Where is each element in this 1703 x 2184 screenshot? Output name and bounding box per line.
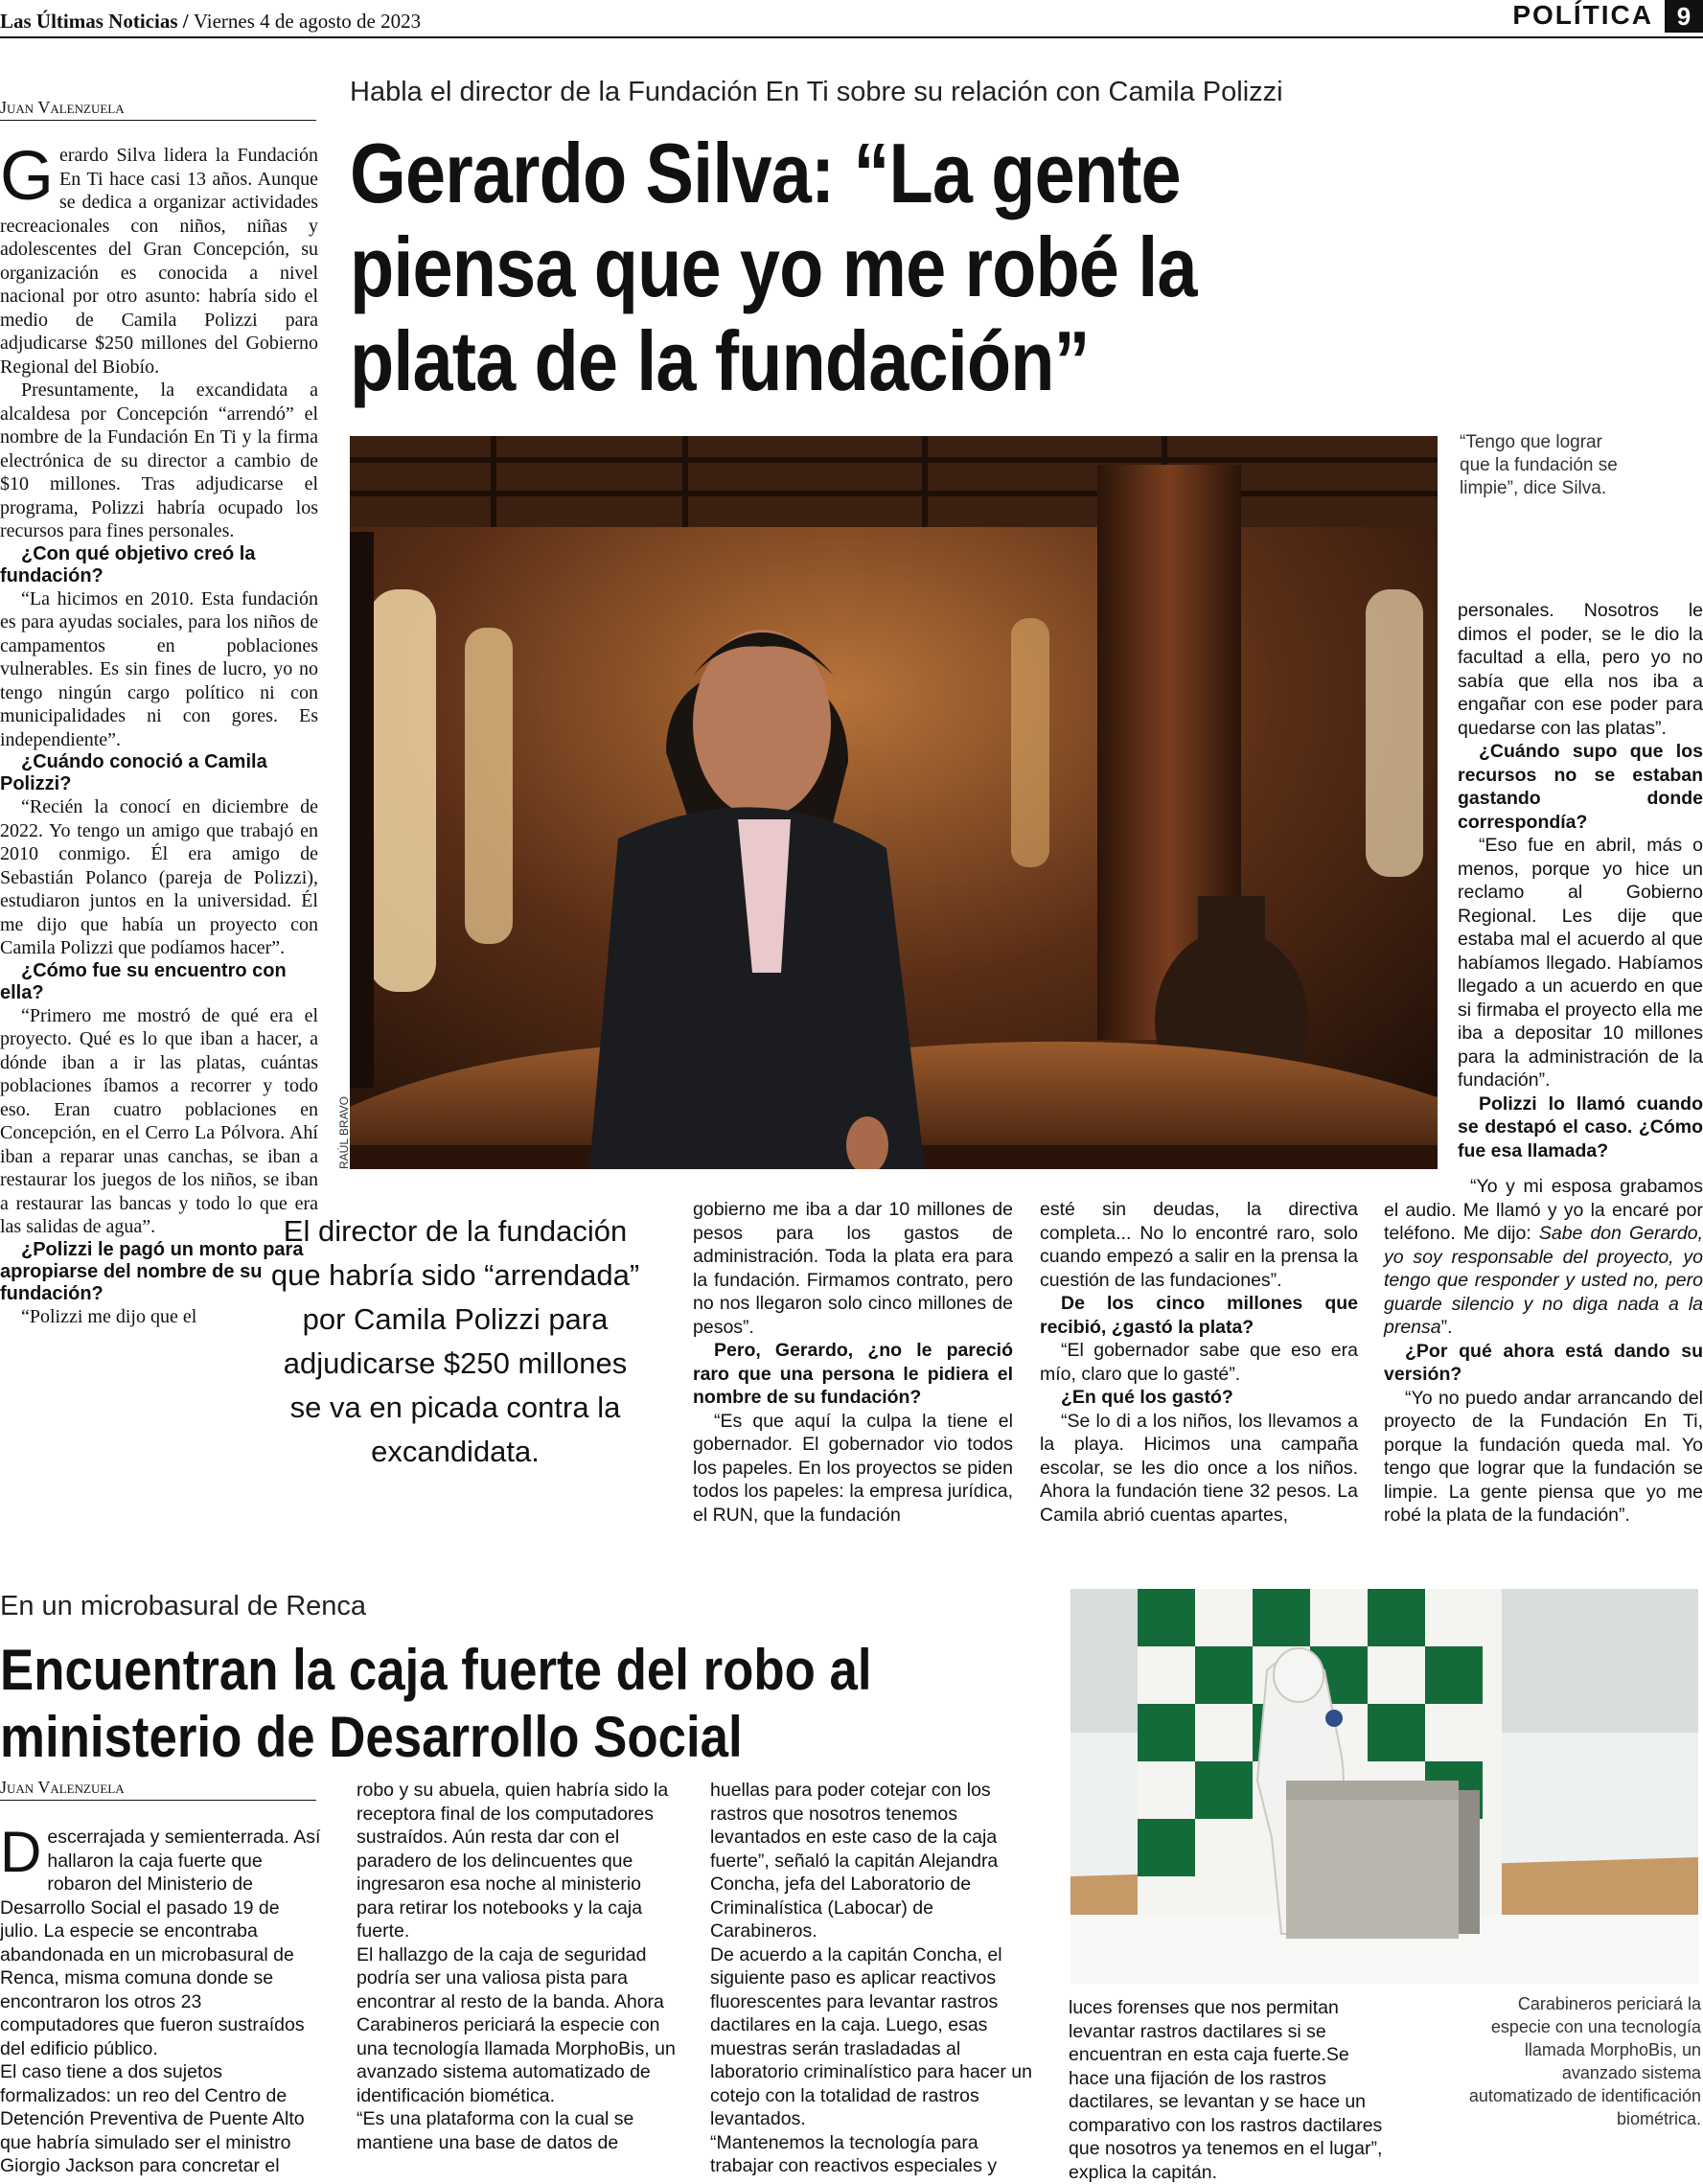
- interview-answer: “Polizzi me dijo que el: [21, 1305, 197, 1327]
- interview-question: ¿Cuándo conoció a Camila Polizzi?: [0, 751, 267, 794]
- paragraph: De acuerdo a la capitán Concha, el siguiente paso es aplicar reactivos fluorescentes para levantar rastros dactilares en la caja. Luego, esas muestras serán trasladadas al laboratorio criminalístico para hacer un cotejo con la totalidad de rastros levantados.: [710, 1943, 1032, 2129]
- interview-question: ¿En qué los gastó?: [1061, 1387, 1233, 1408]
- interview-answer: gobierno me iba a dar 10 millones de pesos para los gastos de administración. Toda la plata era para la fundación. Firmamos contrato, pero no nos llegaron solo cinco millones de pesos”.: [693, 1199, 1013, 1338]
- interview-answer: “La hicimos en 2010. Esta fundación es para ayudas sociales, para los niños de campamentos en poblaciones vulnerables. Es sin fines de lucro, yo no tengo ningún cargo político ni con municipalidades ni con gores. Es independiente”.: [0, 587, 318, 750]
- article1-column-4: [1040, 1198, 1358, 1527]
- forensic-photo-image: [1070, 1589, 1698, 1984]
- paragraph: escerrajada y semienterrada. Así hallaron la caja fuerte que robaron del Ministerio de Desarrollo Social el pasado 19 de julio. La especie se encontraba abandonada en un microbasural de Renca, misma comuna donde se encontraron los otros 23 computadores que fueron sustraídos del edificio público.: [0, 1827, 321, 2059]
- publication-name: Las Últimas Noticias: [0, 10, 178, 33]
- paragraph: robo y su abuela, quien habría sido la receptora final de los computadores sustraídos. Aún resta dar con el paradero de los delincuentes que ingresaron esa noche al ministerio para retirar los notebooks y la caja fuerte.: [357, 1780, 669, 1942]
- section-name: POLÍTICA: [1512, 0, 1653, 30]
- answer-text: ”.: [1440, 1317, 1453, 1338]
- interview-answer: “Eso fue en abril, más o menos, porque yo hice un reclamo al Gobierno Regional. Les dije que estaba mal el acuerdo al que habíamos llegado. Habíamos llegado a un acuerdo en que si firmaba el proyecto ella me iba a depositar 10 millones para la administración de la fundación”.: [1458, 835, 1703, 1091]
- article1-byline: Juan Valenzuela: [0, 98, 316, 121]
- paragraph: El hallazgo de la caja de seguridad podría ser una valiosa pista para encontrar al resto de la banda. Ahora Carabineros periciará la especie con una tecnología llamada MorphoBis, un avanzado sistema automatizado de identificación biomética.: [357, 1943, 676, 2106]
- page-number: 9: [1665, 0, 1703, 33]
- header-rule: [0, 36, 1703, 38]
- article1-kicker: Habla el director de la Fundación En Ti sobre su relación con Camila Polizzi: [350, 77, 1283, 107]
- article2-column-4: [1069, 1996, 1394, 2184]
- article2-photo-caption: Carabineros periciará la especie con una tecnología llamada MorphoBis, un avanzado sistema automatizado de identificación biométrica.: [1468, 1994, 1701, 2128]
- article2-column-2: [357, 1779, 682, 2154]
- article2-kicker: En un microbasural de Renca: [0, 1591, 367, 1621]
- paragraph: El caso tiene a dos sujetos formalizados: un reo del Centro de Detención Preventiva de Puente Alto que habría simulado ser el ministro Giorgio Jackson para concretar el: [0, 2061, 305, 2176]
- interview-question: ¿Por qué ahora está dando su versión?: [1384, 1340, 1703, 1385]
- masthead: [0, 10, 421, 34]
- interview-answer: “Recién la conocí en diciembre de 2022. Yo tengo un amigo que trabajó en 2010 conmigo. Él era amigo de Sebastián Polanco (pareja de Polizzi), estudiaron juntos en la universidad. Él me dijo que había un proyecto con Camila Polizzi que podíamos hacer”.: [0, 796, 318, 958]
- paragraph: luces forenses que nos permitan levantar rastros dactilares si se encuentran en esta caja fuerte.Se hace una fijación de los rastros dactilares, se levantan y se hace un comparativo con los rastros dactilares que nosotros ya tenemos en el lugar”, explica la capitán.: [1069, 1997, 1383, 2183]
- answer-quote-italic: Sabe don Gerardo, yo soy responsable del proyecto, yo tengo que responder y usted no, pero guarde silencio y no diga nada a la prensa: [1384, 1223, 1703, 1338]
- article2-column-1: [0, 1820, 322, 2178]
- paragraph: Presuntamente, la excandidata a alcaldesa por Concepción “arrendó” el nombre de la Fundación En Ti y la firma electrónica de su director a cambio de $10 millones. Tras adjudicarse el programa, Polizzi habría ocupado los recursos para fines personales.: [0, 379, 318, 541]
- interview-question: De los cinco millones que recibió, ¿gastó la plata?: [1040, 1293, 1358, 1338]
- article2-photo: [1070, 1589, 1698, 1984]
- article1-column-1: [0, 138, 318, 1328]
- interview-answer: “Se lo di a los niños, los llevamos a la playa. Hicimos una campaña escolar, se les dio once a los niños. Ahora la fundación tiene 32 pesos. La Camila abrió cuentas apartes,: [1040, 1410, 1358, 1526]
- portrait-photo-image: [350, 436, 1438, 1169]
- paragraph: huellas para poder cotejar con los rastros que nosotros tenemos levantados en este caso de la caja fuerte”, señaló la capitán Alejandra Concha, jefa del Laboratorio de Criminalística (Labocar) de Carabineros.: [710, 1780, 999, 1942]
- paragraph: “Es una plataforma con la cual se mantiene una base de datos de: [357, 2108, 634, 2153]
- interview-answer: “El gobernador sabe que eso era mío, claro que lo gasté”.: [1040, 1340, 1358, 1385]
- interview-question: ¿Polizzi le pagó un monto para apropiarse del nombre de su fundación?: [0, 1238, 304, 1304]
- article2-byline: Juan Valenzuela: [0, 1778, 316, 1801]
- paragraph: “Mantenemos la tecnología para trabajar con reactivos especiales y: [710, 2131, 998, 2176]
- interview-answer: personales. Nosotros le dimos el poder, se le dio la facultad a ella, pero yo no sabía que ella nos iba a engañar con ese poder para quedarse con las platas”.: [1458, 600, 1703, 739]
- issue-date: Viernes 4 de agosto de 2023: [193, 10, 422, 33]
- interview-answer: “Primero me mostró de qué era el proyecto. Qué es lo que iban a hacer, a dónde iban a ir las platas, cuántas poblaciones íbamos a recorrer y todo eso. Eran cuatro poblaciones en Concepción, en el Cerro La Pólvora. Ahí iban a reparar unas canchas, se iban a restaurar los juegos de los niños, se iban a restaurar las bancas y todo lo que era las salidas de agua”.: [0, 1004, 318, 1237]
- interview-answer: [1384, 1175, 1703, 1340]
- pull-quote: El director de la fundación que habría sido “arrendada” por Camila Polizzi para adjudicarse $250 millones se va en picada contra la excandidata.: [270, 1214, 640, 1468]
- article1-column-3: [693, 1198, 1013, 1527]
- interview-answer: “Es que aquí la culpa la tiene el gobernador. El gobernador vio todos los papeles. En los proyectos se piden todos los papeles: la empresa jurídica, el RUN, que la fundación: [693, 1410, 1013, 1526]
- interview-answer: “Yo no puedo andar arrancando del proyecto de la Fundación En Ti, porque la fundación queda mal. Yo tengo que lograr que la fundación se limpie. La gente piensa que yo me robé la plata de la fundación”.: [1384, 1387, 1703, 1526]
- interview-question: Pero, Gerardo, ¿no le pareció raro que una persona le pidiera el nombre de su fundación?: [693, 1340, 1013, 1408]
- drop-cap: G: [0, 138, 55, 215]
- photo-credit: RAÚL BRAVO: [337, 1095, 351, 1169]
- drop-cap: D: [0, 1820, 42, 1884]
- interview-question: Polizzi lo llamó cuando se destapó el caso. ¿Cómo fue esa llamada?: [1458, 1092, 1703, 1161]
- article2-column-3: [710, 1779, 1036, 2178]
- article1-headline: Gerardo Silva: “La gente piensa que yo me robé la plata de la fundación”: [350, 126, 1197, 408]
- article1-column-5-bottom: [1384, 1175, 1703, 1528]
- answer-text: “Yo y mi esposa grabamos el audio. Me llamó y yo la encaré por teléfono. Me dijo:: [1384, 1176, 1703, 1244]
- photo-caption: “Tengo que lograr que la fundación se limpie”, dice Silva.: [1460, 432, 1618, 498]
- masthead-separator: /: [177, 10, 194, 33]
- article1-photo: [350, 436, 1438, 1169]
- interview-answer: esté sin deudas, la directiva completa... No lo encontré raro, solo cuando empezó a salir en la prensa la cuestión de las fundaciones”.: [1040, 1199, 1358, 1291]
- interview-question: ¿Con qué objetivo creó la fundación?: [0, 542, 256, 586]
- interview-question: ¿Cómo fue su encuentro con ella?: [0, 959, 287, 1003]
- paragraph: erardo Silva lidera la Fundación En Ti hace casi 13 años. Aunque se dedica a organizar actividades recreacionales con niños, niñas y adolescentes del Gran Concepción, su organización es conocida a nivel nacional por otro asunto: habría sido el medio de Camila Polizzi para adjudicarse $250 millones del Gobierno Regional del Biobío.: [0, 145, 318, 378]
- interview-question: ¿Cuándo supo que los recursos no se estaban gastando donde correspondía?: [1458, 741, 1703, 833]
- article1-column-5-top: [1458, 599, 1703, 1162]
- article2-headline: Encuentran la caja fuerte del robo al ministerio de Desarrollo Social: [0, 1638, 872, 1769]
